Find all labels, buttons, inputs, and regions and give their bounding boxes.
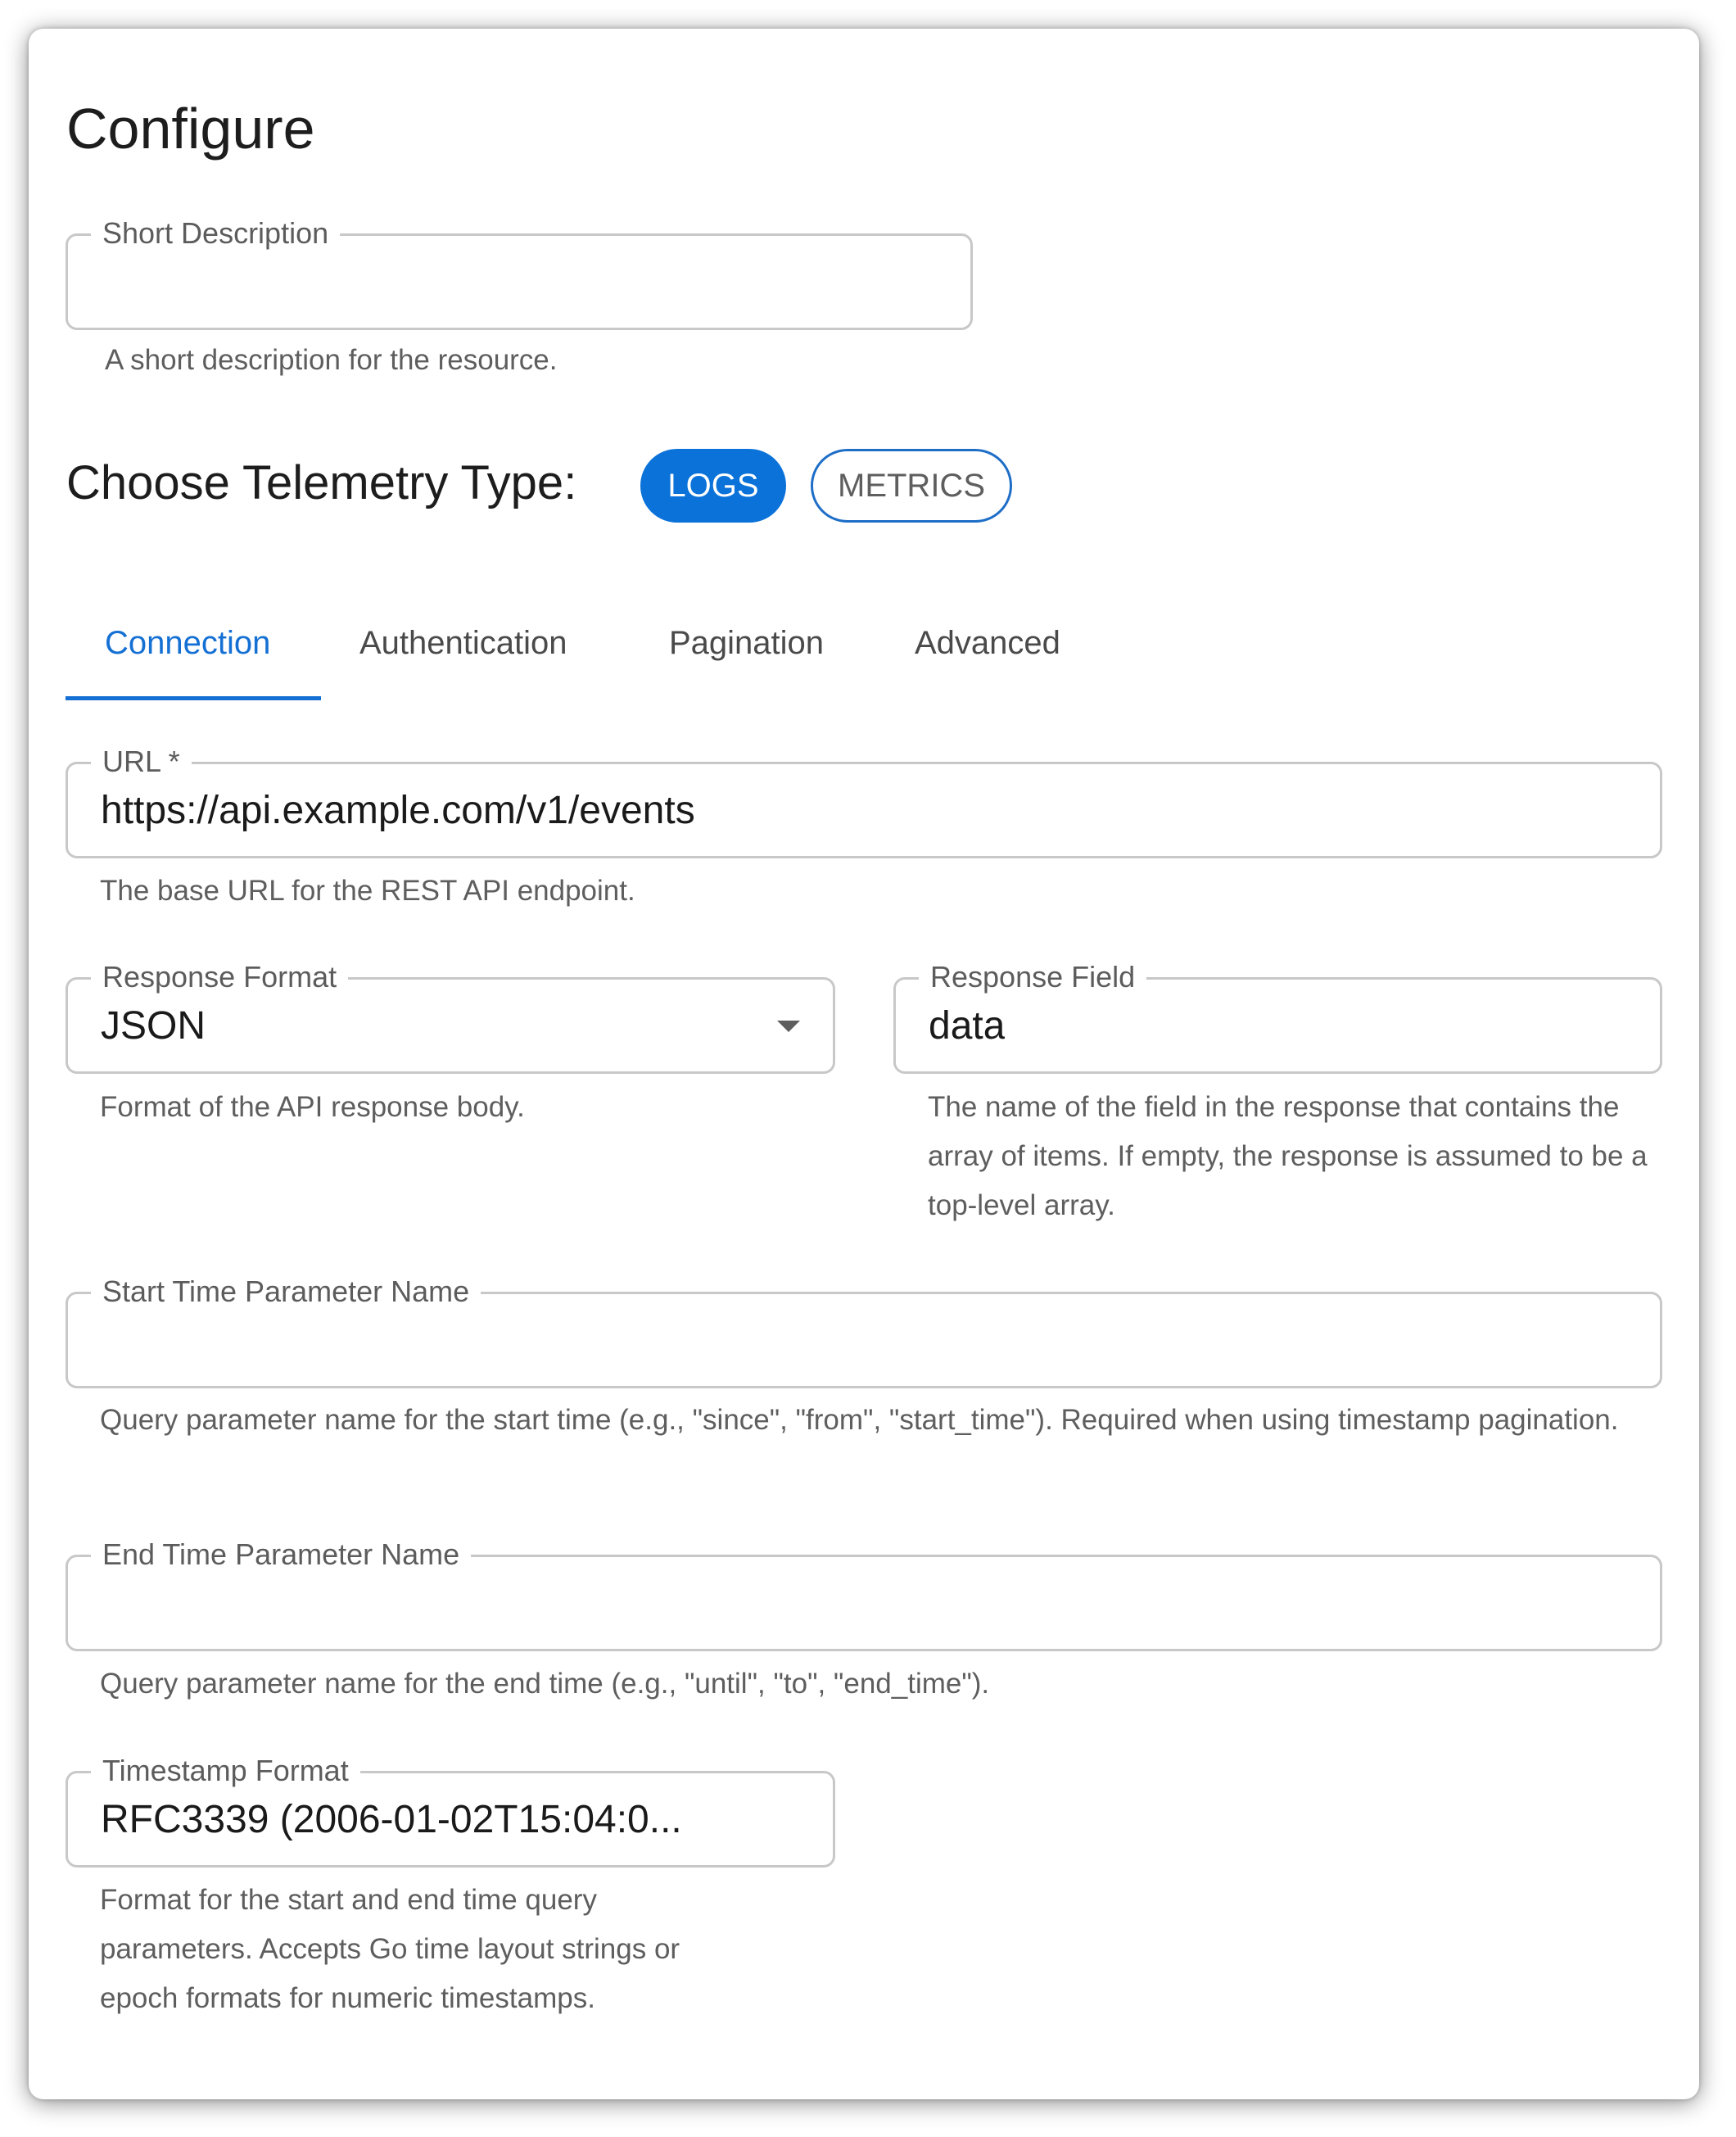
response-field-label: Response Field xyxy=(919,957,1146,998)
response-field-value: data xyxy=(929,1003,1006,1048)
url-field[interactable] xyxy=(66,745,1662,858)
timestamp-format-field[interactable] xyxy=(66,1754,835,1868)
page-title: Configure xyxy=(66,97,315,161)
start-time-param-input[interactable] xyxy=(68,1294,1660,1386)
tab-pagination[interactable]: Pagination xyxy=(669,625,825,661)
timestamp-format-helper: Format for the start and end time query parameters. Accepts Go time layout strings or epoch formats for numeric timestamps. xyxy=(100,1884,680,2014)
start-time-param-field[interactable] xyxy=(66,1275,1662,1388)
short-description-helper: A short description for the resource. xyxy=(105,344,558,376)
response-format-helper: Format of the API response body. xyxy=(100,1091,525,1123)
logs-button[interactable]: LOGS xyxy=(640,449,786,523)
timestamp-format-value: RFC3339 (2006-01-02T15:04:0... xyxy=(101,1797,682,1841)
url-helper: The base URL for the REST API endpoint. xyxy=(100,875,635,907)
url-value: https://api.example.com/v1/events xyxy=(101,788,695,832)
tab-authentication[interactable]: Authentication xyxy=(359,625,567,661)
end-time-param-helper: Query parameter name for the end time (e.g., "until", "to", "end_time"). xyxy=(100,1668,990,1700)
start-time-param-label: Start Time Parameter Name xyxy=(91,1271,481,1312)
tab-active-indicator xyxy=(66,696,321,700)
tab-connection[interactable]: Connection xyxy=(105,625,271,661)
start-time-param-helper: Query parameter name for the start time (e.g., "since", "from", "start_time"). Required when using timestamp pagination. xyxy=(100,1404,1619,1436)
short-description-input[interactable] xyxy=(68,236,970,328)
telemetry-type-label: Choose Telemetry Type: xyxy=(66,456,577,509)
response-field-field[interactable] xyxy=(893,960,1662,1074)
short-description-label: Short Description xyxy=(91,213,340,254)
end-time-param-field[interactable] xyxy=(66,1537,1662,1651)
response-format-select[interactable] xyxy=(66,960,835,1074)
end-time-param-input[interactable] xyxy=(68,1557,1660,1649)
tab-advanced[interactable]: Advanced xyxy=(915,625,1060,661)
chevron-down-icon[interactable] xyxy=(777,1021,800,1032)
end-time-param-label: End Time Parameter Name xyxy=(91,1534,471,1575)
response-format-label: Response Format xyxy=(91,957,348,998)
response-field-helper: The name of the field in the response that contains the array of items. If empty, the response is assumed to be a top-level array. xyxy=(928,1091,1648,1221)
short-description-field[interactable] xyxy=(66,216,973,330)
response-format-value: JSON xyxy=(101,1003,206,1048)
metrics-button[interactable]: METRICS xyxy=(811,449,1012,523)
url-label: URL * xyxy=(91,741,192,782)
timestamp-format-label: Timestamp Format xyxy=(91,1750,360,1791)
